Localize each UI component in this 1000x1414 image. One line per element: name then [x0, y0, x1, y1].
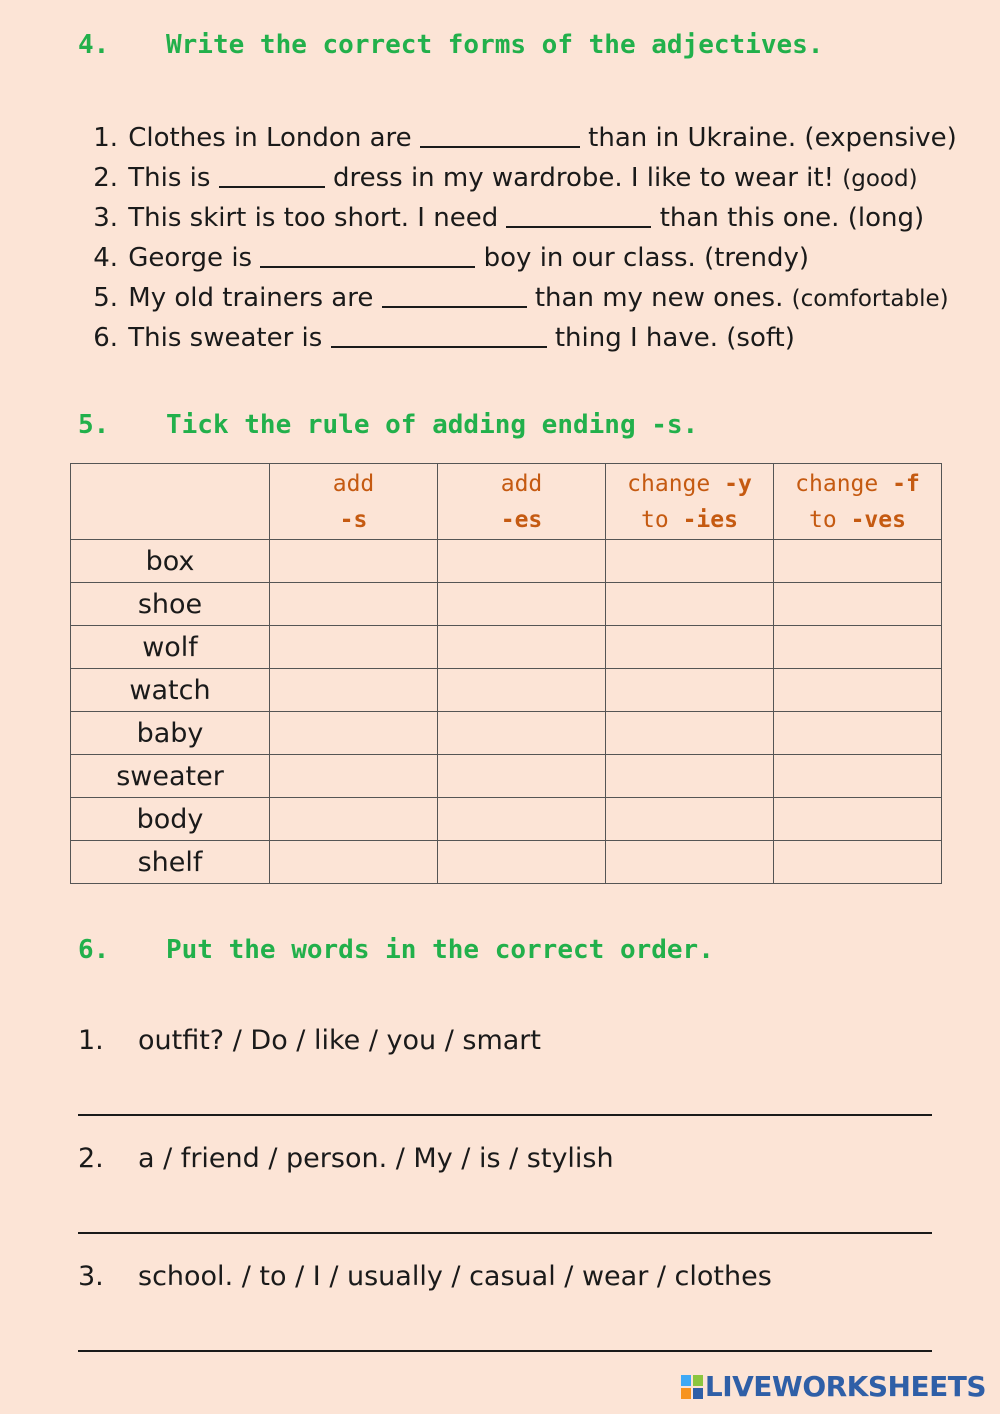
tick-cell[interactable] — [270, 841, 438, 884]
table-header-empty — [71, 464, 270, 540]
plural-rules-table — [70, 463, 942, 884]
item-number: 4. — [93, 243, 118, 273]
tick-cell[interactable] — [438, 583, 606, 626]
exercise-6-title: Put the words in the correct order. — [166, 935, 714, 965]
word-cell: wolf — [71, 626, 270, 669]
tick-cell[interactable] — [438, 669, 606, 712]
liveworksheets-logo-icon — [681, 1373, 703, 1406]
tick-cell[interactable] — [606, 712, 774, 755]
item-text-after: boy in our class. — [483, 243, 696, 273]
tick-cell[interactable] — [270, 712, 438, 755]
item-number: 1. — [93, 123, 118, 153]
exercise-6-item — [78, 1143, 614, 1174]
exercise-5-title: Tick the rule of adding ending -s. — [166, 410, 699, 440]
item-text-after: dress in my wardrobe. I like to wear it! — [332, 163, 835, 193]
word-cell: shoe — [71, 583, 270, 626]
item-text-before: This sweater is — [128, 323, 323, 353]
item-hint: (long) — [847, 203, 925, 233]
item-number: 3. — [78, 1261, 104, 1292]
tick-cell[interactable] — [606, 626, 774, 669]
exercise-5-heading — [78, 410, 698, 440]
item-number: 3. — [93, 203, 118, 233]
column-header-line2: -es — [500, 506, 543, 533]
answer-blank[interactable] — [219, 158, 325, 188]
logo-text: LIVEWORKSHEETS — [704, 1370, 986, 1403]
tick-cell[interactable] — [606, 669, 774, 712]
liveworksheets-logo[interactable] — [681, 1370, 986, 1406]
tick-cell[interactable] — [774, 755, 942, 798]
item-text-after: than this one. — [659, 203, 840, 233]
exercise-4-list — [78, 118, 957, 358]
column-header-add-s — [270, 464, 438, 540]
column-header-add-es — [438, 464, 606, 540]
item-text-after: than in Ukraine. — [588, 123, 797, 153]
table-body — [71, 540, 942, 884]
column-header-bold: -f — [892, 470, 920, 497]
tick-cell[interactable] — [270, 669, 438, 712]
item-number: 2. — [93, 163, 118, 193]
word-cell: baby — [71, 712, 270, 755]
exercise-5-number: 5. — [78, 410, 110, 440]
table-row — [71, 798, 942, 841]
item-number: 6. — [93, 323, 118, 353]
table-row — [71, 669, 942, 712]
column-header-line1: add — [332, 470, 375, 497]
table-row — [71, 540, 942, 583]
table-row — [71, 841, 942, 884]
column-header-bold: -ies — [682, 506, 738, 533]
item-text-after: thing I have. — [554, 323, 718, 353]
exercise-6-heading — [78, 935, 714, 965]
exercise-4-title: Write the correct forms of the adjectives. — [166, 30, 824, 60]
word-cell: watch — [71, 669, 270, 712]
item-text-before: My old trainers are — [128, 283, 374, 313]
column-header-line1: add — [500, 470, 543, 497]
exercise-4-item — [78, 238, 957, 278]
table-row — [71, 712, 942, 755]
tick-cell[interactable] — [606, 841, 774, 884]
tick-cell[interactable] — [438, 540, 606, 583]
answer-blank[interactable] — [420, 118, 580, 148]
item-text-before: Clothes in London are — [128, 123, 412, 153]
answer-blank[interactable] — [260, 238, 475, 268]
exercise-4-number: 4. — [78, 30, 110, 60]
word-cell: body — [71, 798, 270, 841]
tick-cell[interactable] — [270, 626, 438, 669]
column-header-y-to-ies — [606, 464, 774, 540]
table-row — [71, 755, 942, 798]
item-hint: (comfortable) — [791, 286, 949, 312]
item-hint: (expensive) — [804, 123, 957, 153]
item-number: 2. — [78, 1143, 104, 1174]
word-cell: sweater — [71, 755, 270, 798]
scrambled-words: outfit? / Do / like / you / smart — [138, 1025, 541, 1056]
exercise-4-item — [78, 318, 957, 358]
item-text-before: George is — [128, 243, 253, 273]
table-header-row — [71, 464, 942, 540]
exercise-4-item — [78, 118, 957, 158]
tick-cell[interactable] — [774, 626, 942, 669]
tick-cell[interactable] — [438, 755, 606, 798]
tick-cell[interactable] — [774, 712, 942, 755]
exercise-4-item — [78, 158, 957, 198]
tick-cell[interactable] — [270, 755, 438, 798]
column-header-line1: change — [795, 470, 879, 497]
tick-cell[interactable] — [270, 583, 438, 626]
tick-cell[interactable] — [606, 798, 774, 841]
answer-line[interactable] — [78, 1232, 932, 1234]
tick-cell[interactable] — [774, 841, 942, 884]
item-hint: (soft) — [726, 323, 795, 353]
tick-cell[interactable] — [270, 540, 438, 583]
item-hint: (trendy) — [704, 243, 810, 273]
exercise-4-item — [78, 278, 957, 318]
item-hint: (good) — [842, 166, 918, 192]
tick-cell[interactable] — [270, 798, 438, 841]
column-header-bold: -ves — [850, 506, 906, 533]
tick-cell[interactable] — [438, 712, 606, 755]
tick-cell[interactable] — [438, 798, 606, 841]
answer-blank[interactable] — [382, 278, 527, 308]
answer-line[interactable] — [78, 1114, 932, 1116]
column-header-f-to-ves — [774, 464, 942, 540]
tick-cell[interactable] — [774, 669, 942, 712]
column-header-line2: to — [809, 506, 837, 533]
item-number: 5. — [93, 283, 118, 313]
tick-cell[interactable] — [606, 755, 774, 798]
exercise-4-item — [78, 198, 957, 238]
tick-cell[interactable] — [606, 540, 774, 583]
exercise-6-item — [78, 1025, 541, 1056]
answer-blank[interactable] — [331, 318, 547, 348]
word-cell: box — [71, 540, 270, 583]
column-header-line2: -s — [339, 506, 368, 533]
column-header-line2: to — [641, 506, 669, 533]
column-header-bold: -y — [724, 470, 752, 497]
tick-cell[interactable] — [606, 583, 774, 626]
item-text-after: than my new ones. — [534, 283, 784, 313]
tick-cell[interactable] — [774, 540, 942, 583]
table-row — [71, 583, 942, 626]
answer-blank[interactable] — [506, 198, 651, 228]
word-cell: shelf — [71, 841, 270, 884]
item-text-before: This skirt is too short. I need — [128, 203, 499, 233]
item-text-before: This is — [128, 163, 211, 193]
tick-cell[interactable] — [438, 626, 606, 669]
answer-line[interactable] — [78, 1350, 932, 1352]
tick-cell[interactable] — [774, 583, 942, 626]
exercise-6-number: 6. — [78, 935, 110, 965]
tick-cell[interactable] — [774, 798, 942, 841]
scrambled-words: school. / to / I / usually / casual / wear / clothes — [138, 1261, 772, 1292]
tick-cell[interactable] — [438, 841, 606, 884]
scrambled-words: a / friend / person. / My / is / stylish — [138, 1143, 614, 1174]
table-row — [71, 626, 942, 669]
item-number: 1. — [78, 1025, 104, 1056]
exercise-4-heading — [78, 30, 823, 60]
exercise-6-item — [78, 1261, 772, 1292]
column-header-line1: change — [627, 470, 711, 497]
